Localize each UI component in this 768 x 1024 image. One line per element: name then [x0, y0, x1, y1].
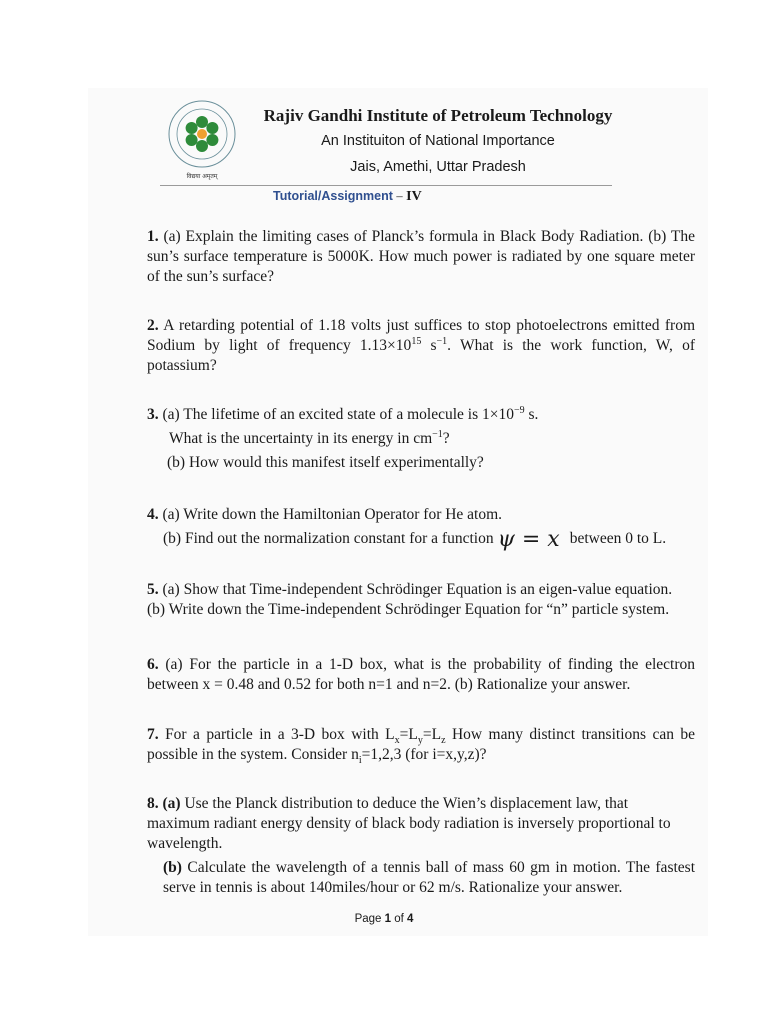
- page-footer: [0, 913, 768, 925]
- question-text: A retarding potential of 1.18 volts just suffices to stop photoelectrons emitted from Sodium by light of frequency 1.13×10: [147, 317, 696, 354]
- question-7: [147, 725, 695, 765]
- superscript: −1: [436, 335, 448, 347]
- question-text: (a) Explain the limiting cases of Planck’s formula in Black Body Radiation. (b) The sun’s surface temperature is 5000K. How much power is radiated by one square meter of the sun’s surface?: [147, 228, 695, 285]
- superscript: −1: [432, 428, 443, 440]
- question-text: (b) Find out the normalization constant for a function: [163, 530, 494, 547]
- page-word: Page: [354, 913, 382, 925]
- question-text: How many distinct transitions can be possible in the system. Consider n: [147, 726, 696, 763]
- question-text: (a) For the particle in a 1-D box, what is the probability of finding the electron between x = 0.48 and 0.52 for both n=1 and n=2. (b) Rationalize your answer.: [147, 656, 696, 693]
- question-8: [147, 794, 695, 898]
- question-text: For a particle in a 3-D box with L: [165, 726, 395, 743]
- superscript: −9: [513, 404, 525, 416]
- subscript: i: [358, 755, 362, 767]
- part-label: (a): [162, 795, 181, 812]
- question-text: Use the Planck distribution to deduce the Wien’s displacement law, that maximum radiant energy density of black body radiation is inversely proportional to wavelength.: [147, 795, 671, 852]
- question-text: between 0 to L.: [569, 530, 667, 547]
- tutorial-heading: [273, 189, 422, 205]
- question-number: 7.: [147, 726, 159, 743]
- question-number: 8.: [147, 795, 159, 812]
- page-current: 1: [384, 913, 392, 925]
- subscript: x: [394, 735, 400, 747]
- institute-name: Rajiv Gandhi Institute of Petroleum Technology: [263, 106, 613, 125]
- question-number: 5.: [147, 581, 159, 598]
- question-text: =1,2,3 (for i=x,y,z)?: [361, 746, 487, 763]
- question-text: =L: [422, 726, 442, 743]
- question-text: . What is the work function, W, of potassium?: [147, 337, 695, 374]
- tutorial-number: IV: [406, 189, 422, 204]
- question-number: 6.: [147, 656, 159, 673]
- question-3: [147, 405, 695, 473]
- header-divider: [160, 185, 612, 186]
- institute-subtitle: An Instituiton of National Importance: [321, 133, 555, 149]
- question-6: [147, 655, 695, 695]
- subscript: y: [417, 735, 423, 747]
- tutorial-label: Tutorial/Assignment: [273, 189, 393, 203]
- question-number: 3.: [147, 406, 159, 423]
- question-number: 4.: [147, 506, 159, 523]
- subscript: z: [441, 735, 446, 747]
- logo-motto: विद्यया अमृतम्: [186, 173, 218, 180]
- question-number: 2.: [147, 317, 159, 334]
- question-5: [147, 580, 695, 620]
- question-2: [147, 316, 695, 376]
- of-word: of: [394, 913, 404, 925]
- institute-logo: [166, 98, 238, 186]
- question-1: [147, 227, 695, 287]
- question-text: =L: [399, 726, 418, 743]
- superscript: 15: [411, 335, 422, 347]
- question-text: (b) Write down the Time-independent Schrödinger Equation for “n” particle system.: [147, 601, 670, 618]
- question-text: Calculate the wavelength of a tennis ball of mass 60 gm in motion. The fastest serve in tennis is about 140miles/hour or 62 m/s. Rationalize your answer.: [163, 859, 695, 896]
- question-text: (a) Show that Time-independent Schrödinger Equation is an eigen-value equation.: [162, 581, 673, 598]
- question-4: [147, 505, 695, 550]
- question-text: ?: [442, 430, 450, 447]
- question-number: 1.: [147, 228, 159, 245]
- psi-equation: ψ = x: [497, 527, 560, 552]
- part-label: (b): [163, 859, 182, 876]
- question-text: (b) How would this manifest itself experimentally?: [167, 454, 484, 471]
- question-text: (a) The lifetime of an excited state of a molecule is 1×10: [162, 406, 514, 423]
- page-total: 4: [407, 913, 414, 925]
- question-text: s: [421, 337, 437, 354]
- question-text: (a) Write down the Hamiltonian Operator for He atom.: [162, 506, 503, 523]
- tutorial-dash: –: [396, 189, 403, 203]
- question-text: What is the uncertainty in its energy in cm: [169, 430, 433, 447]
- question-text: s.: [524, 406, 539, 423]
- institute-location: Jais, Amethi, Uttar Pradesh: [350, 159, 526, 175]
